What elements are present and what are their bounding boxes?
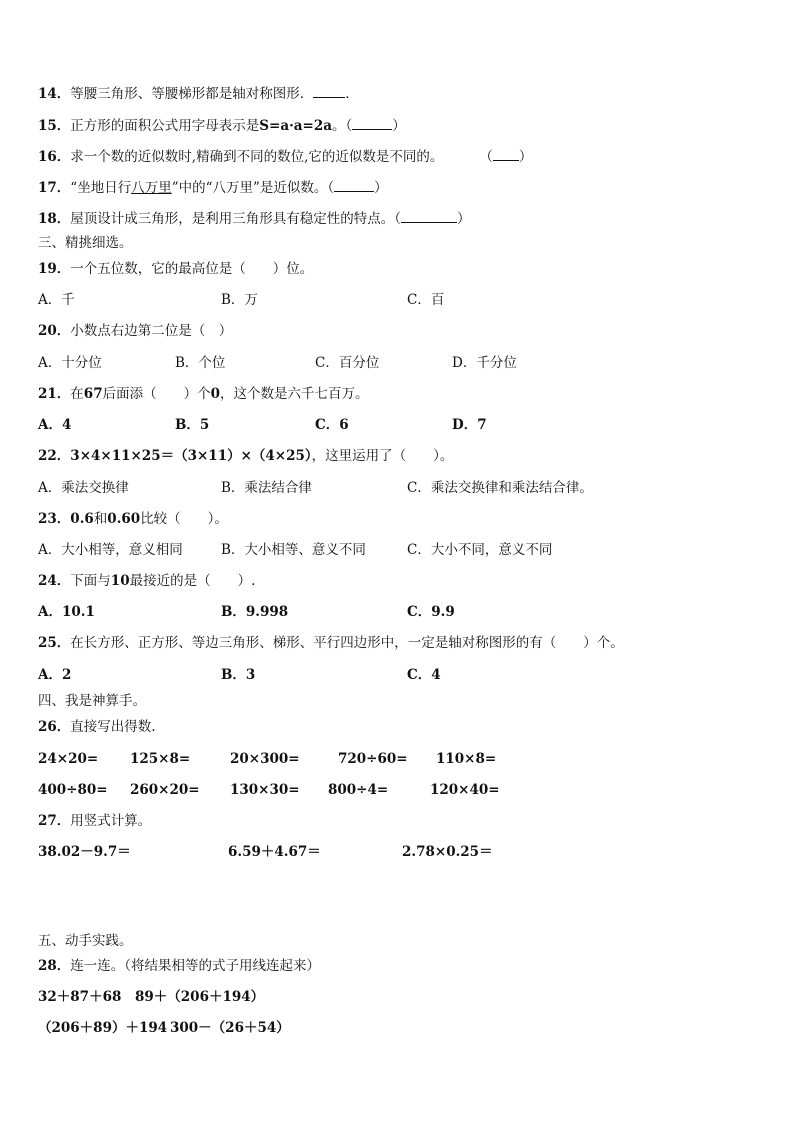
question-number: 21． — [38, 386, 71, 402]
question-number: 18． — [38, 211, 71, 227]
section-heading-3: 三、精挑细选。 — [38, 235, 133, 251]
question-number: 24． — [38, 573, 71, 589]
option-a[interactable]: A．4 — [38, 417, 72, 433]
question-text-cont: 后面添（ ）个 — [102, 386, 211, 402]
number: 0.60 — [107, 511, 141, 527]
calc-item: 110×8= — [436, 751, 497, 767]
question-21 — [38, 385, 369, 403]
question-number: 26． — [38, 719, 71, 735]
question-text: 和 — [93, 511, 108, 527]
expression-item[interactable]: 300－（26＋54） — [170, 1020, 290, 1036]
underlined-text: 八万里 — [131, 180, 172, 196]
answer-blank[interactable] — [313, 83, 345, 98]
question-number: 22． — [38, 448, 71, 464]
q23-options — [38, 541, 778, 559]
question-number: 15． — [38, 118, 71, 134]
question-number: 20． — [38, 323, 71, 339]
q22-options — [38, 479, 778, 497]
question-18 — [38, 208, 471, 228]
section-heading-5: 五、动手实践。 — [38, 933, 133, 949]
question-text: “坐地日行 — [70, 180, 132, 196]
answer-blank[interactable] — [401, 208, 457, 223]
formula: S=a·a=2a — [259, 118, 333, 134]
answer-blank[interactable] — [493, 146, 519, 161]
question-number: 28． — [38, 958, 71, 974]
paren-close: ） — [392, 118, 406, 134]
option-c[interactable]: C．9.9 — [407, 604, 455, 620]
calc-item: 125×8= — [130, 751, 191, 767]
question-text: 在 — [70, 386, 84, 402]
question-28 — [38, 957, 320, 975]
question-number: 19． — [38, 261, 71, 277]
question-14 — [38, 83, 359, 103]
option-b[interactable]: B．5 — [175, 417, 210, 433]
question-text: ，这里运用了（ ）。 — [311, 448, 454, 464]
question-text: 求一个数的近似数时,精确到不同的数位,它的近似数是不同的。 — [70, 149, 444, 165]
calc-item: 24×20= — [38, 751, 99, 767]
option-c[interactable]: C．百分位 — [315, 355, 380, 371]
expression-item[interactable]: （206＋89）＋194 — [38, 1020, 168, 1036]
option-b[interactable]: B．大小相等、意义不同 — [221, 542, 366, 558]
calc-item: 2.78×0.25＝ — [402, 844, 493, 860]
option-c[interactable]: C．乘法交换律和乘法结合律。 — [407, 480, 593, 496]
number: 10 — [110, 573, 130, 589]
question-23 — [38, 510, 228, 528]
option-a[interactable]: A．2 — [38, 667, 72, 683]
calc-item: 130×30= — [230, 782, 300, 798]
question-number: 25． — [38, 635, 71, 651]
q25-options — [38, 666, 778, 684]
q28-row-1 — [38, 988, 778, 1006]
expression-item[interactable]: 89＋（206＋194） — [135, 989, 265, 1005]
paren-close: ） — [374, 180, 388, 196]
paren-open: 。（ — [332, 118, 353, 134]
calc-item: 6.59＋4.67＝ — [228, 844, 321, 860]
q26-row-1 — [38, 750, 778, 768]
option-a[interactable]: A．乘法交换律 — [38, 480, 129, 496]
question-27 — [38, 812, 151, 830]
question-text: 屋顶设计成三角形，是利用三角形具有稳定性的特点。（ — [70, 211, 402, 227]
paren-close: ） — [457, 211, 471, 227]
option-d[interactable]: D．7 — [452, 417, 487, 433]
question-number: 16． — [38, 149, 71, 165]
option-a[interactable]: A．十分位 — [38, 355, 102, 371]
q28-row-2 — [38, 1019, 778, 1037]
calc-item: 800÷4= — [328, 782, 389, 798]
number: 0.6 — [70, 511, 94, 527]
option-b[interactable]: B．万 — [221, 292, 258, 308]
question-20 — [38, 322, 232, 340]
paren-close: ） — [518, 149, 533, 165]
question-17 — [38, 177, 388, 197]
option-c[interactable]: C．4 — [407, 667, 441, 683]
question-number: 27． — [38, 813, 71, 829]
question-22 — [38, 447, 453, 465]
q26-row-2 — [38, 781, 778, 799]
calc-item: 400÷80= — [38, 782, 108, 798]
calc-item: 38.02－9.7＝ — [38, 844, 131, 860]
section-heading-4: 四、我是神算手。 — [38, 693, 146, 709]
number: 0 — [210, 386, 220, 402]
question-24 — [38, 572, 255, 590]
question-15 — [38, 115, 406, 135]
calc-item: 20×300= — [230, 751, 300, 767]
question-text: 用竖式计算。 — [70, 813, 152, 829]
question-text-cont: ”中的“八万里”是近似数。（ — [171, 180, 335, 196]
answer-blank[interactable] — [352, 115, 392, 130]
question-number: 14． — [38, 86, 71, 102]
calc-item: 720÷60= — [338, 751, 408, 767]
question-text: 下面与 — [70, 573, 111, 589]
q27-items — [38, 843, 778, 861]
option-b[interactable]: B．个位 — [175, 355, 226, 371]
answer-blank[interactable] — [334, 177, 374, 192]
expression: 3×4×11×25＝（3×11）×（4×25） — [70, 448, 312, 464]
question-16 — [38, 146, 532, 166]
calc-item: 260×20= — [130, 782, 200, 798]
number: 67 — [83, 386, 103, 402]
option-b[interactable]: B．3 — [221, 667, 256, 683]
question-text-end: 最接近的是（ ）. — [129, 573, 256, 589]
question-text: 等腰三角形、等腰梯形都是轴对称图形． — [70, 86, 314, 102]
paren-open: （ — [479, 149, 493, 165]
q20-options — [38, 354, 778, 372]
option-a[interactable]: A．千 — [38, 292, 75, 308]
option-b[interactable]: B．乘法结合律 — [221, 480, 312, 496]
question-text: 在长方形、正方形、等边三角形、梯形、平行四边形中，一定是轴对称图形的有（ ）个。 — [70, 635, 624, 651]
question-26 — [38, 718, 156, 736]
question-text: 小数点右边第二位是（ ） — [70, 323, 233, 339]
option-a[interactable]: A．大小相等，意义相同 — [38, 542, 183, 558]
q19-options — [38, 291, 778, 309]
q24-options — [38, 603, 778, 621]
option-c[interactable]: C．百 — [407, 292, 445, 308]
question-text-end: 比较（ ）。 — [140, 511, 228, 527]
question-number: 23． — [38, 511, 71, 527]
option-c[interactable]: C．6 — [315, 417, 349, 433]
question-19 — [38, 260, 313, 278]
question-text: 正方形的面积公式用字母表示是 — [70, 118, 260, 134]
question-25 — [38, 634, 624, 652]
option-b[interactable]: B．9.998 — [221, 604, 289, 620]
option-a[interactable]: A．10.1 — [38, 604, 95, 620]
option-c[interactable]: C．大小不同，意义不同 — [407, 542, 553, 558]
expression-item[interactable]: 32＋87＋68 — [38, 989, 122, 1005]
q21-options — [38, 416, 778, 434]
calc-item: 120×40= — [430, 782, 500, 798]
question-number: 17． — [38, 180, 71, 196]
question-text: 直接写出得数. — [70, 719, 156, 735]
option-d[interactable]: D．千分位 — [452, 355, 517, 371]
question-text: 一个五位数，它的最高位是（ ）位。 — [70, 261, 314, 277]
question-end: ． — [345, 86, 359, 102]
question-text: 连一连。（将结果相等的式子用线连起来） — [70, 958, 321, 974]
question-text-end: ，这个数是六千七百万。 — [220, 386, 369, 402]
